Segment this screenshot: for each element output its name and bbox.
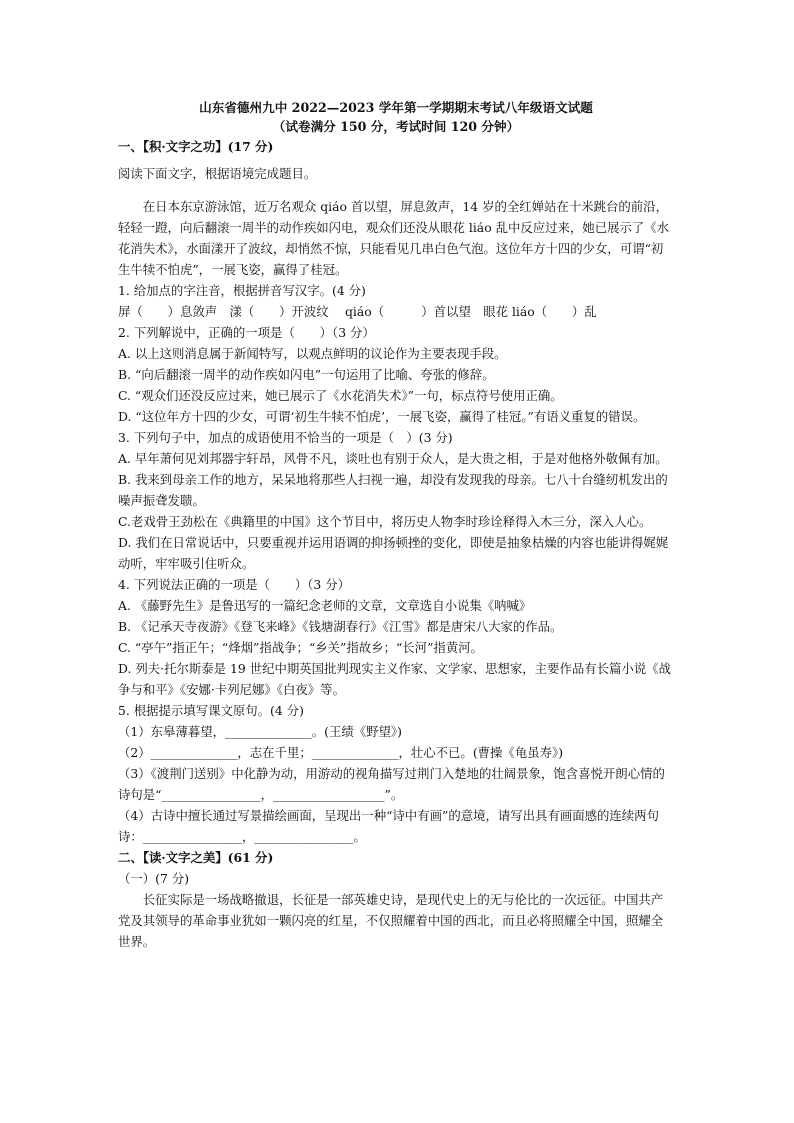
question-1-items: 屏（ ）息敛声 漾（ ）开波纹 qiáo（ ）首以望 眼花 liáo（ ）乱 — [118, 304, 597, 319]
exam-title: 山东省德州九中 2022—2023 学年第一学期期末考试八年级语文试题 — [199, 100, 593, 115]
question-5-item-3: （3）《渡荆门送别》中化静为动，用游动的视角描写过荆门入楚地的壮阔景象，饱含喜悦开朗心情的诗句是“________________，__________________”。 — [118, 766, 665, 802]
question-5: 5. 根据提示填写课文原句。(4 分) — [118, 703, 304, 718]
question-2-option-d: D. “这位年方十四的少女，可谓‘初生牛犊不怕虎’，一展飞姿，赢得了桂冠。”有语义重复的错误。 — [118, 409, 646, 424]
question-3: 3. 下列句子中，加点的成语使用不恰当的一项是（ ）(3 分) — [118, 430, 453, 445]
subsection-1-label: （一）(7 分) — [118, 871, 190, 886]
question-5-item-4: （4）古诗中擅长通过写景描绘画面，呈现出一种“诗中有画”的意境，请写出具有画面感的连续两句诗：________________，________________。 — [118, 808, 659, 844]
question-1: 1. 给加点的字注音，根据拼音写汉字。(4 分) — [118, 283, 366, 298]
question-4-option-c: C. “亭午”指正午；“烽烟”指战争；“乡关”指故乡；“长河”指黄河。 — [118, 640, 483, 655]
question-2: 2. 下列解说中，正确的一项是（ ）（3 分） — [118, 325, 375, 340]
question-3-option-a: A. 早年萧何见刘邦器宇轩昂，风骨不凡，谈吐也有别于众人，是大贵之相，于是对他格外敬佩有加。 — [118, 451, 668, 466]
question-4: 4. 下列说法正确的一项是（ ）（3 分） — [118, 577, 351, 592]
intro-text: 阅读下面文字，根据语境完成题目。 — [118, 166, 317, 181]
section-2-heading: 二、【读·文字之美】(61 分) — [118, 850, 274, 865]
question-5-item-2: （2）______________，志在千里；______________，壮心不已。(曹操《龟虽寿》) — [118, 745, 564, 760]
question-3-option-d: D. 我们在日常说话中，只要重视并运用语调的抑扬顿挫的变化，即使是抽象枯燥的内容也能讲得娓娓动听，牢牢吸引住听众。 — [118, 535, 669, 571]
question-3-option-b: B. 我来到母亲工作的地方，呆呆地将那些人扫视一遍，却没有发现我的母亲。七八十台缝纫机发出的噪声振聋发聩。 — [118, 472, 668, 508]
exam-page — [118, 98, 674, 952]
question-4-option-b: B. 《记承天寺夜游》《登飞来峰》《钱塘湖春行》《江雪》都是唐宋八大家的作品。 — [118, 619, 563, 634]
question-2-option-a: A. 以上这则消息属于新闻特写，以观点鲜明的议论作为主要表现手段。 — [118, 346, 507, 361]
question-2-option-c: C. “观众们还没反应过来，她已展示了《水花消失术》”一句，标点符号使用正确。 — [118, 388, 563, 403]
question-5-item-1: （1）东皋薄暮望，______________。(王绩《野望》) — [118, 724, 402, 739]
reading-passage: 在日本东京游泳馆，近万名观众 qiáo 首以望，屏息敛声，14 岁的全红婵站在十米跳台的前沿，轻轻一蹬，向后翻滚一周半的动作疾如闪电，观众们还没从眼花 liáo 乱中反应过来，她已展示了《水花消失术》，水面漾开了波纹，却悄然不惊，只能看见几串白色气泡。这位年方十四的少女，可谓“初生牛犊不怕虎”，一展飞姿，赢得了桂冠。 — [118, 199, 670, 277]
question-2-option-b: B. “向后翻滚一周半的动作疾如闪电”一句运用了比喻、夸张的修辞。 — [118, 367, 495, 382]
exam-subtitle: （试卷满分 150 分，考试时间 120 分钟） — [272, 119, 520, 134]
question-4-option-d: D. 列夫·托尔斯泰是 19 世纪中期英国批判现实主义作家、文学家、思想家，主要作品有长篇小说《战争与和平》《安娜·卡列尼娜》《白夜》等。 — [118, 661, 671, 697]
reading-passage-2: 长征实际是一场战略撤退，长征是一部英雄史诗，是现代史上的无与伦比的一次远征。中国共产党及其领导的革命事业犹如一颗闪亮的红星，不仅照耀着中国的西北，而且必将照耀全中国，照耀全世界。 — [118, 892, 664, 949]
question-4-option-a: A. 《藤野先生》是鲁迅写的一篇纪念老师的文章，文章选自小说集《呐喊》 — [118, 598, 532, 613]
section-1-heading: 一、【积·文字之功】(17 分) — [118, 139, 274, 154]
question-3-option-c: C.老戏骨王劲松在《典籍里的中国》这个节目中，将历史人物李时珍诠释得入木三分，深入人心。 — [118, 514, 652, 529]
